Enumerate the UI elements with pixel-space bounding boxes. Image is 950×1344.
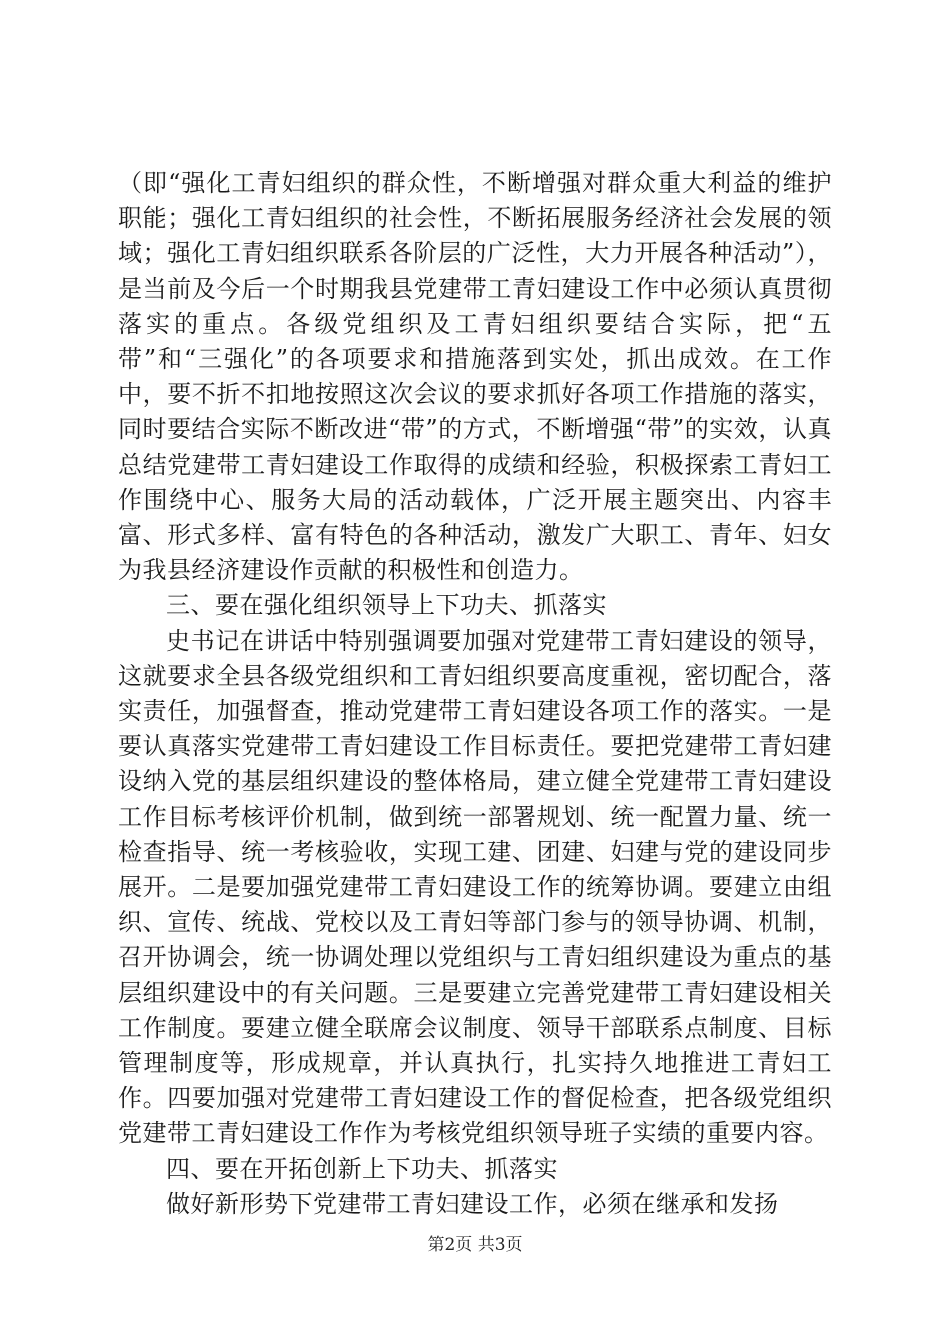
section-heading-4: 四、要在开拓创新上下功夫、抓落实: [166, 1154, 558, 1183]
section-heading-3: 三、要在强化组织领导上下功夫、抓落实: [166, 591, 607, 620]
paragraph-section-3: 史书记在讲话中特别强调要加强对党建带工青妇建设的领导，这就要求全县各级党组织和工青妇组织要高度重视，密切配合，落实责任，加强督查，推动党建带工青妇建设各项工作的落实。一是要认真落实党建带工青妇建设工作目标责任。要把党建带工青妇建设纳入党的基层组织建设的整体格局，建立健全党建带工青妇建设工作目标考核评价机制，做到统一部署规划、统一配置力量、统一检查指导、统一考核验收，实现工建、团建、妇建与党的建设同步展开。二是要加强党建带工青妇建设工作的统筹协调。要建立由组织、宣传、统战、党校以及工青妇等部门参与的领导协调、机制，召开协调会，统一协调处理以党组织与工青妇组织建设为重点的基层组织建设中的有关问题。三是要建立完善党建带工青妇建设相关工作制度。要建立健全联席会议制度、领导干部联系点制度、目标管理制度等，形成规章，并认真执行，扎实持久地推进工青妇工作。四要加强对党建带工青妇建设工作的督促检查，把各级党组织党建带工青妇建设工作作为考核党组织领导班子实绩的重要内容。: [118, 626, 832, 1148]
paragraph-continuation: （即“强化工青妇组织的群众性，不断增强对群众重大利益的维护职能；强化工青妇组织的社会性，不断拓展服务经济社会发展的领域；强化工青妇组织联系各阶层的广泛性，大力开展各种活动”），是当前及今后一个时期我县党建带工青妇建设工作中必须认真贯彻落实的重点。各级党组织及工青妇组织要结合实际，把“五带”和“三强化”的各项要求和措施落到实处，抓出成效。在工作中，要不折不扣地按照这次会议的要求抓好各项工作措施的落实，同时要结合实际不断改进“带”的方式，不断增强“带”的实效，认真总结党建带工青妇建设工作取得的成绩和经验，积极探索工青妇工作围绕中心、服务大局的活动载体，广泛开展主题突出、内容丰富、形式多样、富有特色的各种活动，激发广大职工、青年、妇女为我县经济建设作贡献的积极性和创造力。: [118, 169, 832, 585]
document-body: [118, 166, 832, 1222]
page-number-footer: 第2页 共3页: [427, 1235, 523, 1255]
paragraph-section-4: 做好新形势下党建带工青妇建设工作，必须在继承和发扬: [166, 1189, 779, 1218]
